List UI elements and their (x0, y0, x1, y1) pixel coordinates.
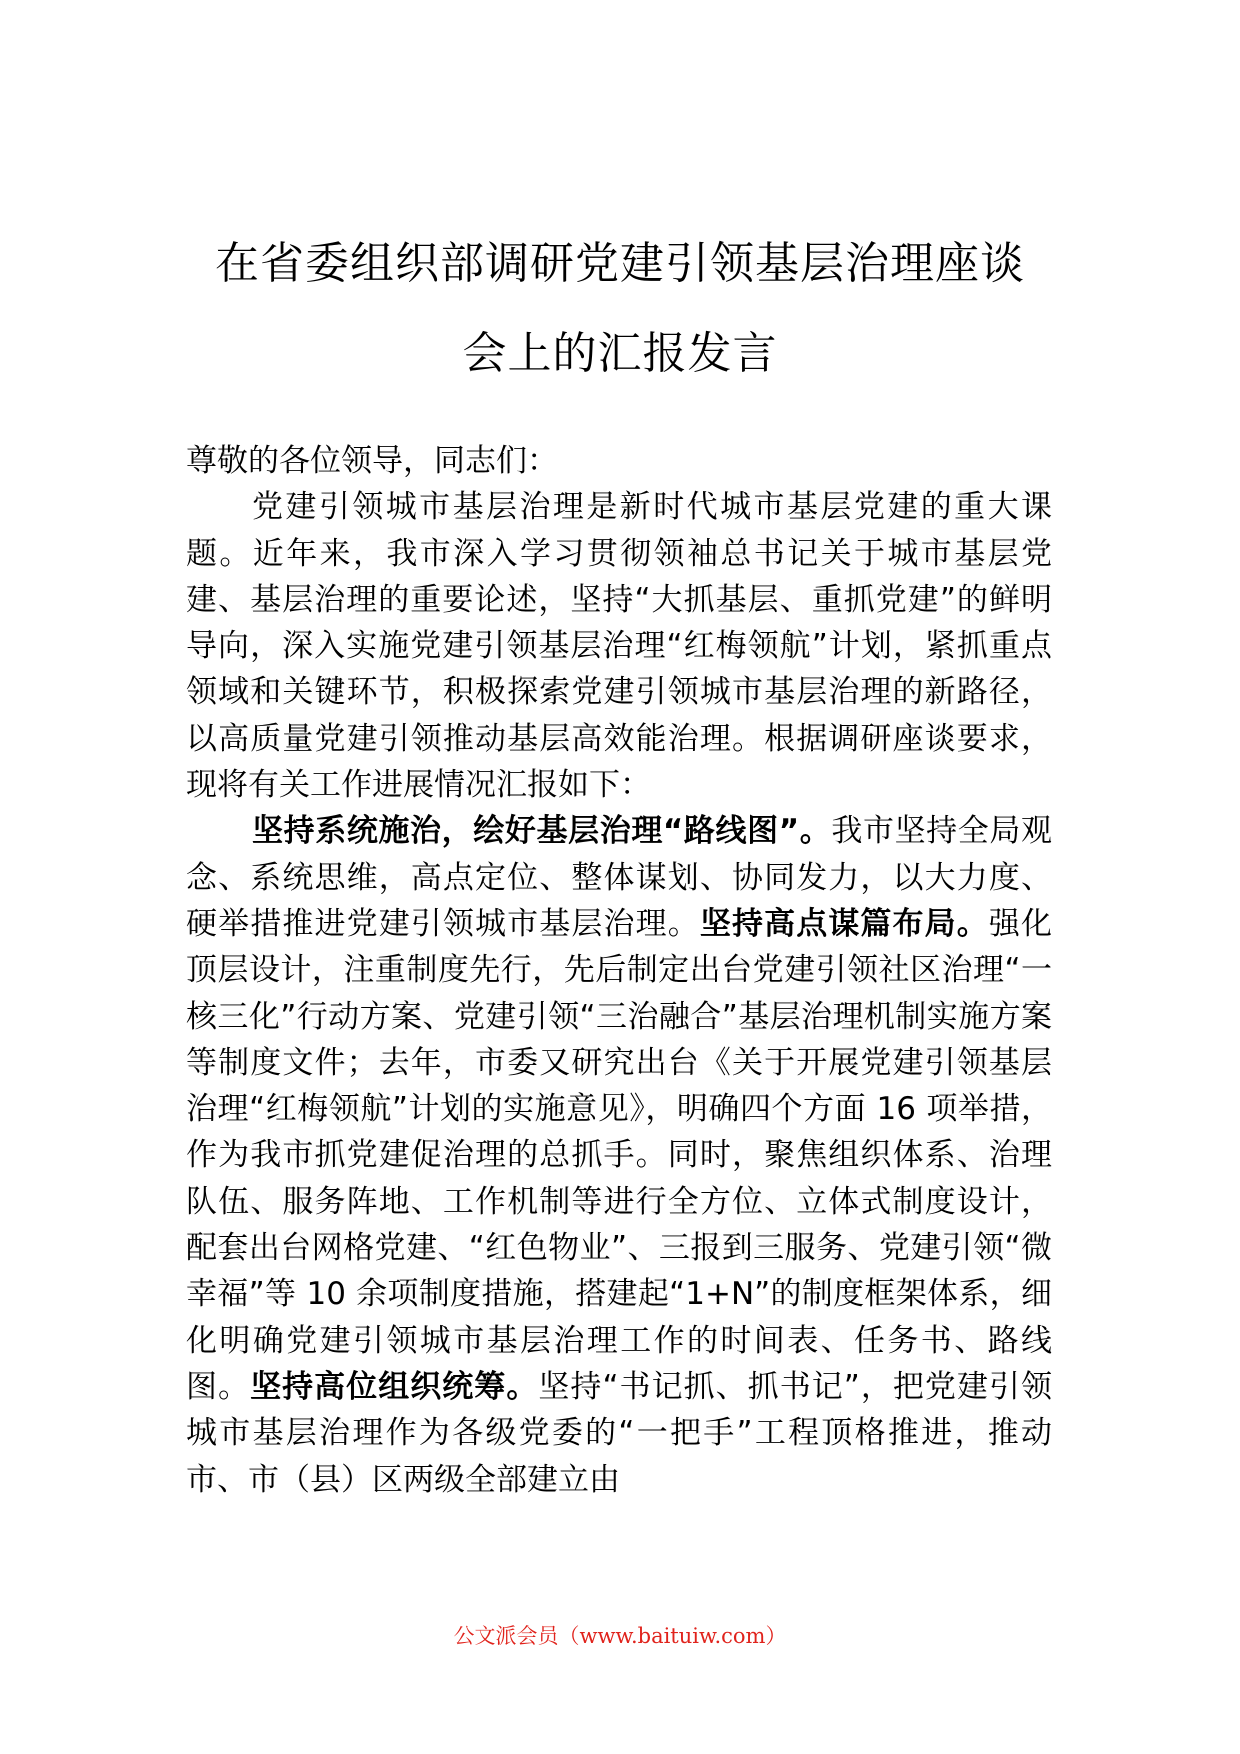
subheading-coordination: 坚持高位组织统筹。 (250, 1368, 539, 1405)
document-title-line1: 在省委组织部调研党建引领基层治理座谈 (215, 238, 1025, 289)
footer-watermark: 公文派会员（www.baituiw.com） (453, 1624, 787, 1648)
document-body (186, 438, 1052, 1503)
salutation: 尊敬的各位领导，同志们： (186, 443, 558, 479)
paragraph-intro: 党建引领城市基层治理是新时代城市基层党建的重大课题。近年来，我市深入学习贯彻领袖总书记关于城市基层党建、基层治理的重要论述，坚持“大抓基层、重抓党建”的鲜明导向，深入实施党建引领基层治理“红梅领航”计划，紧抓重点领域和关键环节，积极探索党建引领城市基层治理的新路径，以高质量党建引领推动基层高效能治理。根据调研座谈要求，现将有关工作进展情况汇报如下： (186, 489, 1052, 804)
paragraph-text: 我市坚持全局观念、系统思维，高点定位、整体谋划、协同发力，以大力度、硬举措推进党建引领城市基层治理。 (186, 813, 1053, 942)
paragraph-system-governance (186, 808, 1052, 1502)
section-heading: 坚持系统施治，绘好基层治理“路线图”。 (252, 813, 832, 850)
document-title-line2: 会上的汇报发言 (462, 328, 778, 379)
subheading-planning: 坚持高点谋篇布局。 (699, 905, 989, 942)
paragraph-text: 强化顶层设计，注重制度先行，先后制定出台党建引领社区治理“一核三化”行动方案、党建引领“三治融合”基层治理机制实施方案等制度文件；去年，市委又研究出台《关于开展党建引领基层治理“红梅领航”计划的实施意见》，明确四个方面 16 项举措，作为我市抓党建促治理的总抓手。同时，聚焦组织体系、治理队伍、服务阵地、工作机制等进行全方位、立体式制度设计，配套出台网格党建、“红色物业”、三报到三服务、党建引领“微幸福”等 10 余项制度措施，搭建起“1+N”的制度框架体系，细化明确党建引领城市基层治理工作的时间表、任务书、路线图。 (186, 905, 1053, 1405)
paragraph-text: 坚持“书记抓、抓书记”，把党建引领城市基层治理作为各级党委的“一把手”工程顶格推进，推动市、市（县）区两级全部建立由 (186, 1368, 1053, 1498)
